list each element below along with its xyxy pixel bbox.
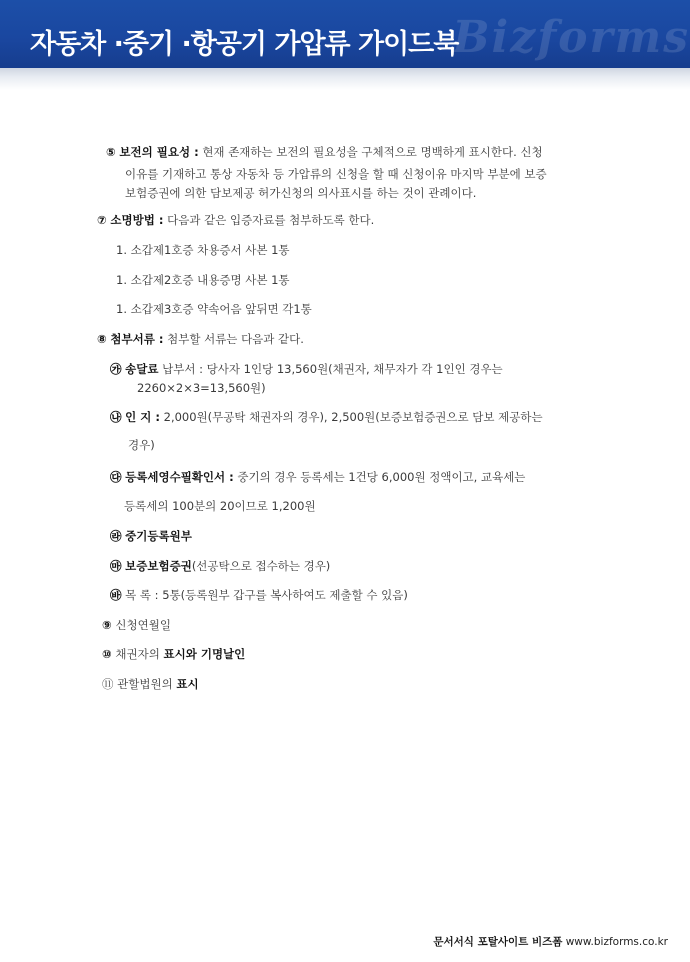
attachment-d xyxy=(110,528,192,544)
section-5-line-2: 이유를 기재하고 통상 자동차 등 가압류의 신청을 할 때 신청이유 마지막 부분에 보증 xyxy=(125,167,547,181)
footer xyxy=(433,934,668,949)
attachment-label: 송달료 xyxy=(125,362,159,376)
attachment-a-line-2: 2260×2×3=13,560원) xyxy=(137,381,266,395)
footer-label: 문서서식 포탈사이트 비즈폼 xyxy=(433,936,563,948)
attachment-marker: ㉯ xyxy=(110,410,122,424)
attachment-e xyxy=(110,558,330,574)
section-marker: ⑤ xyxy=(106,145,116,159)
section-marker: ⑧ xyxy=(97,332,107,346)
section-text-bold: 표시 xyxy=(176,677,199,691)
attachment-label: 중기등록원부 xyxy=(125,529,192,543)
attachment-c-line-2: 등록세의 100분의 20이므로 1,200원 xyxy=(124,499,316,513)
evidence-item: 1. 소갑제1호증 차용증서 사본 1통 xyxy=(116,243,290,257)
section-marker: ⑦ xyxy=(97,213,107,227)
section-text: 첨부할 서류는 다음과 같다. xyxy=(163,332,304,346)
attachment-b-line-2: 경우) xyxy=(128,438,155,452)
guidebook-title: 자동차 ·중기 ·항공기 가압류 가이드북 xyxy=(30,29,459,60)
attachment-label: 보증보험증권 xyxy=(125,559,192,573)
section-text: 채권자의 xyxy=(115,647,164,661)
section-9 xyxy=(102,617,171,633)
attachment-text: 중기의 경우 등록세는 1건당 6,000원 정액이고, 교육세는 xyxy=(233,470,526,484)
attachment-label: 등록세영수필확인서 : xyxy=(125,470,234,484)
attachment-text: (선공탁으로 접수하는 경우) xyxy=(191,559,331,573)
attachment-text: 2,000원(무공탁 채권자의 경우), 2,500원(보증보험증권으로 담보 제공하는 xyxy=(159,410,543,424)
section-label: 첨부서류 : xyxy=(110,332,164,346)
attachment-marker: ㉲ xyxy=(110,559,122,573)
section-marker: ⑨ xyxy=(102,618,112,632)
section-label: 보전의 필요성 : xyxy=(119,145,199,159)
section-text: 현재 존재하는 보전의 필요성을 구체적으로 명백하게 표시한다. 신청 xyxy=(198,145,543,159)
attachment-marker: ㉮ xyxy=(110,362,122,376)
section-10 xyxy=(102,646,245,662)
section-text: 관할법원의 xyxy=(117,677,177,691)
footer-url[interactable]: www.bizforms.co.kr xyxy=(565,936,668,948)
attachment-a-line-1 xyxy=(110,361,503,377)
banner-shadow xyxy=(0,68,690,90)
section-text-bold: 표시와 기명날인 xyxy=(163,647,246,661)
section-11 xyxy=(102,676,199,692)
section-text: 다음과 같은 입증자료를 첨부하도록 한다. xyxy=(163,213,375,227)
attachment-b-line-1 xyxy=(110,409,543,425)
section-label: 소명방법 : xyxy=(110,213,164,227)
section-marker: ⑪ xyxy=(102,677,114,691)
section-8-heading xyxy=(97,331,304,347)
attachment-label: 인 지 : xyxy=(125,410,160,424)
attachment-label: 목 록 : xyxy=(125,588,159,602)
section-marker: ⑩ xyxy=(102,647,112,661)
attachment-marker: ㉰ xyxy=(110,470,122,484)
attachment-marker: ㉱ xyxy=(110,529,122,543)
attachment-marker: ㉳ xyxy=(110,588,122,602)
attachment-text: 납부서 : 당사자 1인당 13,560원(채권자, 채무자가 각 1인인 경우는 xyxy=(158,362,503,376)
section-5-line-1 xyxy=(106,144,543,160)
section-5-line-3: 보험증권에 의한 담보제공 허가신청의 의사표시를 하는 것이 관례이다. xyxy=(125,186,477,200)
evidence-item: 1. 소갑제2호증 내용증명 사본 1통 xyxy=(116,273,290,287)
attachment-text: 5통(등록원부 갑구를 복사하여도 제출할 수 있음) xyxy=(158,588,408,602)
section-7-heading xyxy=(97,212,374,228)
evidence-item: 1. 소갑제3호증 약속어음 앞뒤면 각1통 xyxy=(116,302,312,316)
section-text: 신청연월일 xyxy=(115,618,171,632)
attachment-c-line-1 xyxy=(110,469,525,485)
header-banner xyxy=(0,0,690,68)
brand-watermark: Bizforms xyxy=(452,12,690,63)
attachment-f xyxy=(110,587,408,603)
